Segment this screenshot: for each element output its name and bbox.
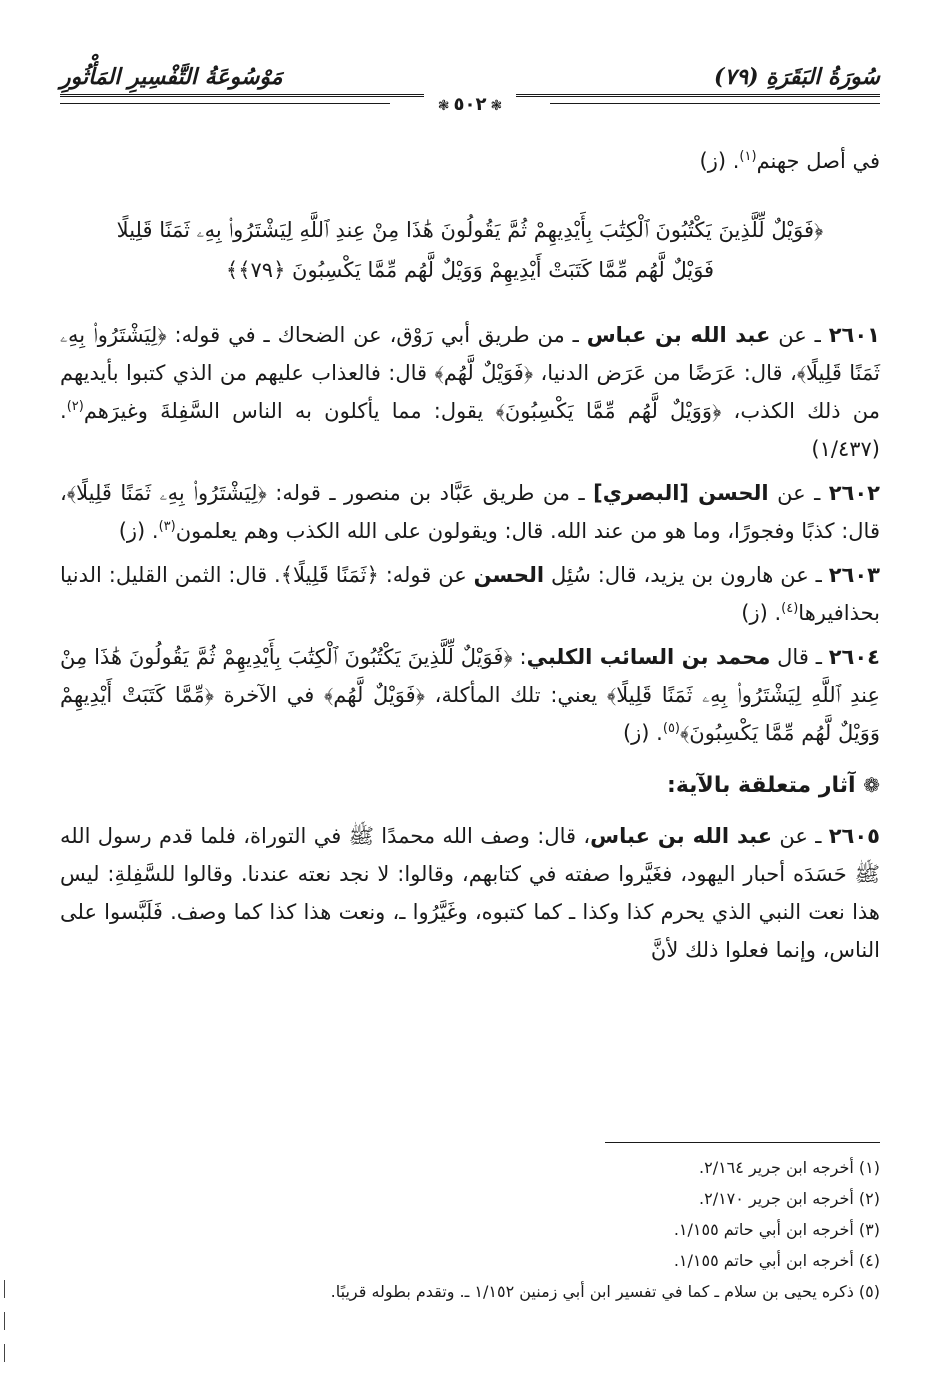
- page-number-bar: [60, 92, 880, 116]
- main-text: [60, 142, 880, 975]
- ornament-icon: ❃: [490, 97, 503, 114]
- verse-line: ﴿فَوَيْلٌ لِّلَّذِينَ يَكْتُبُونَ ٱلْكِتَٰبَ بِأَيْدِيهِمْ ثُمَّ يَقُولُونَ هَٰذَا مِنْ عِندِ ٱللَّهِ لِيَشْتَرُوا۟ بِهِۦ ثَمَنًا قَلِيلًا: [116, 218, 824, 242]
- footnote-ref: (٥): [662, 721, 680, 736]
- footnotes: [60, 1152, 880, 1307]
- quran-verse: [90, 210, 850, 290]
- running-header: [60, 62, 880, 92]
- entry-2602: ٢٦٠٢ ـ عن الحسن [البصري] ـ من طريق عَبَّاد بن منصور ـ قوله: ﴿لِيَشْتَرُوا۟ بِهِۦ ثَمَنًا قَلِيلًا﴾، قال: كذبًا وفجورًا، وما هو من عند الله. قال: ويقولون على الله الكذب وهم يعلمون$^{(٣)}$. (ز): [60, 481, 880, 543]
- footnote: (٢) أخرجه ابن جرير ٢/١٧٠.: [699, 1189, 880, 1208]
- verse-line: فَوَيْلٌ لَّهُم مِّمَّا كَتَبَتْ أَيْدِيهِمْ وَوَيْلٌ لَّهُم مِّمَّا يَكْسِبُونَ ﴿٧٩﴾﴾: [225, 258, 715, 282]
- entry-2603: ٢٦٠٣ ـ عن هارون بن يزيد، قال: سُئِل الحسن عن قوله: ﴿ثَمَنًا قَلِيلًا﴾. قال: الثمن القليل: الدنيا بحذافيرها$^{(٤)}$. (ز): [60, 563, 880, 625]
- book-title: مَوْسُوعَةُ التَّفْسِيرِ المَأْثُورِ: [60, 64, 283, 90]
- footnote: (٣) أخرجه ابن أبي حاتم ١/١٥٥.: [673, 1220, 880, 1239]
- footnote-ref: (٣): [158, 519, 176, 534]
- footnote: (٤) أخرجه ابن أبي حاتم ١/١٥٥.: [673, 1251, 880, 1270]
- surah-title: سُورَةُ البَقَرَةِ (٧٩): [714, 64, 880, 90]
- footnote-separator: [605, 1142, 880, 1143]
- entry-2604: ٢٦٠٤ ـ قال محمد بن السائب الكلبي: ﴿فَوَيْلٌ لِّلَّذِينَ يَكْتُبُونَ ٱلْكِتَٰبَ بِأَيْدِيهِمْ ثُمَّ يَقُولُونَ هَٰذَا مِنْ عِندِ ٱللَّهِ لِيَشْتَرُوا۟ بِهِۦ ثَمَنًا قَلِيلًا﴾ يعني: تلك المأكلة، ﴿فَوَيْلٌ لَّهُم﴾ في الآخرة ﴿مِّمَّا كَتَبَتْ أَيْدِيهِمْ وَوَيْلٌ لَّهُم مِّمَّا يَكْسِبُونَ﴾$^{(٥)}$. (ز): [60, 645, 881, 745]
- section-heading: ❁ آثار متعلقة بالآية:: [667, 773, 880, 798]
- intro-line: في أصل جهنم$^{(١)}$. (ز): [699, 149, 880, 173]
- footnote-ref: (٤): [781, 601, 799, 616]
- scan-margin-marks: [3, 1280, 6, 1380]
- page-number: ❃٥٠٢❃: [424, 94, 516, 115]
- flower-ornament-icon: ❁: [863, 773, 880, 797]
- footnote-ref: (١): [739, 149, 757, 164]
- book-page: [60, 52, 880, 1372]
- entry-2605: ٢٦٠٥ ـ عن عبد الله بن عباس، قال: وصف الله محمدًا ﷺ في التوراة، فلما قدم رسول الله ﷺ حَسَدَه أحبار اليهود، فغَيَّروا صفته في كتابهم، وقالوا: لا نجد نعته عندنا. وقالوا للسَّفِلةِ: ليس هذا نعت النبي الذي يحرم كذا وكذا ـ كما كتبوه، وغَيَّرُوا ـ، ونعت هذا كذا كما وصف. فَلَبَّسوا على الناس، وإنما فعلوا ذلك لأنَّ: [60, 824, 881, 962]
- footnote: (١) أخرجه ابن جرير ٢/١٦٤.: [699, 1158, 880, 1177]
- footnote-ref: (٢): [66, 399, 84, 414]
- ornament-icon: ❃: [437, 97, 450, 114]
- footnote: (٥) ذكره يحيى بن سلام ـ كما في تفسير ابن أبي زمنين ١/١٥٢ ـ. وتقدم بطوله قريبًا.: [330, 1282, 880, 1301]
- entry-2601: ٢٦٠١ ـ عن عبد الله بن عباس ـ من طريق أبي رَوْق، عن الضحاك ـ في قوله: ﴿لِيَشْتَرُوا۟ بِهِۦ ثَمَنًا قَلِيلًا﴾، قال: عَرَضًا من عَرَض الدنيا، ﴿فَوَيْلٌ لَّهُم﴾ قال: فالعذاب عليهم من الذي كتبوا بأيديهم من ذلك الكذب، ﴿وَوَيْلٌ لَّهُم مِّمَّا يَكْسِبُونَ﴾ يقول: مما يأكلون به الناس السَّفِلةَ وغيرَهم$^{(٢)}$. (١/٤٣٧): [60, 323, 880, 461]
